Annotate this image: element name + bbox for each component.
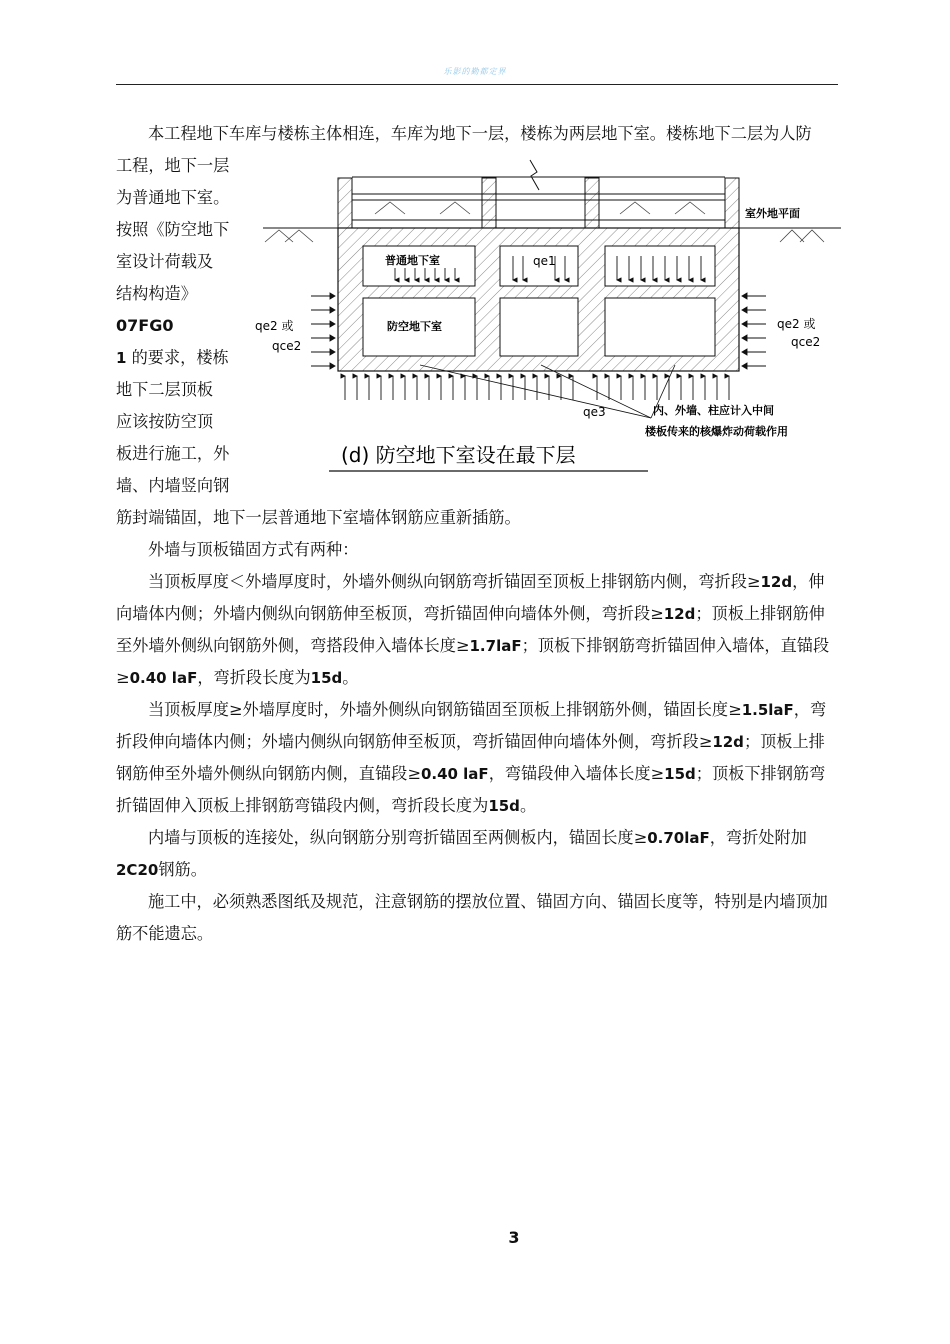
side-line: 室设计荷载及 — [116, 252, 214, 271]
room-civil-defense-label: 防空地下室 — [387, 320, 442, 333]
page-number: 3 — [508, 1228, 520, 1247]
basement-section-figure — [255, 150, 845, 480]
note-leaders — [420, 365, 675, 418]
paragraph-anchorage-types: 外墙与顶板锚固方式有两种： — [148, 540, 359, 559]
paragraph-construction-note: 施工中，必须熟悉图纸及规范，注意钢筋的摆放位置、锚固方向、锚固长度等，特别是内墙顶加筋不能遗忘。 — [116, 892, 828, 943]
standard-code-suffix: 1 — [116, 349, 127, 367]
load-qce2-right-label: qce2 — [791, 335, 821, 349]
upper-structure — [338, 160, 739, 228]
paragraph-case-thicker-slab: 当顶板厚度≥外墙厚度时，外墙外侧纵向钢筋锚固至顶板上排钢筋外侧，锚固长度≥1.5laF，弯折段伸向墙体内侧；外墙内侧纵向钢筋伸至板顶，弯折锚固伸向墙体外侧，弯折段≥12d；顶板上排钢筋伸至外墙外侧纵向钢筋内侧，直锚段≥0.40 laF，弯锚段伸入墙体长度≥15d；顶板下排钢筋弯折锚固伸入顶板上排钢筋弯锚段内侧，弯折段长度为15d。 — [116, 700, 827, 815]
page-header: 乐影的勤都定界 — [443, 67, 507, 76]
side-line: 工程，地下一层 — [116, 156, 230, 175]
section-drawing — [255, 150, 845, 480]
side-line: 地下二层顶板 — [116, 380, 214, 399]
basement-structure — [338, 228, 739, 371]
note-line-2: 楼板传来的核爆炸动荷载作用 — [645, 425, 788, 438]
intro-first-line: 本工程地下车库与楼栋主体相连，车库为地下一层，楼栋为两层地下室。楼栋地下二层为人防 — [148, 124, 812, 143]
note-line-1: 内、外墙、柱应计入中间 — [653, 404, 774, 417]
side-line: 按照《防空地下 — [116, 220, 230, 239]
load-qce2-left-label: qce2 — [272, 339, 302, 353]
side-line: 的要求，楼栋 — [131, 348, 229, 367]
load-qe3-label: qe3 — [583, 405, 606, 419]
header-rule — [116, 84, 838, 85]
paragraph-case-thinner-slab: 当顶板厚度＜外墙厚度时，外墙外侧纵向钢筋弯折锚固至顶板上排钢筋内侧，弯折段≥12d，伸向墙体内侧；外墙内侧纵向钢筋伸至板顶，弯折锚固伸向墙体外侧，弯折段≥12d；顶板上排钢筋伸至外墙外侧纵向钢筋外侧，弯搭段伸入墙体长度≥1.7laF；顶板下排钢筋弯折锚固伸入墙体，直锚段≥0.40 laF，弯折段长度为15d。 — [116, 572, 830, 687]
standard-code: 07FG0 — [116, 316, 174, 335]
side-line: 为普通地下室。 — [116, 188, 230, 207]
intro-side-column — [116, 150, 234, 502]
room-normal-label: 普通地下室 — [385, 254, 440, 267]
load-qe2-right-label: qe2 或 — [777, 317, 816, 331]
side-line: 结构构造》 — [116, 284, 197, 303]
load-qe1-label: qe1 — [533, 254, 556, 268]
side-line: 板进行施工，外 — [116, 444, 230, 463]
side-line: 应该按防空顶 — [116, 412, 214, 431]
figure-caption: (d) 防空地下室设在最下层 — [341, 443, 576, 467]
paragraph-inner-wall: 内墙与顶板的连接处，纵向钢筋分别弯折锚固至两侧板内，锚固长度≥0.70laF，弯折处附加2C20钢筋。 — [116, 828, 807, 879]
side-line: 墙、内墙竖向钢 — [116, 476, 230, 495]
intro-last-line: 筋封端锚固，地下一层普通地下室墙体钢筋应重新插筋。 — [116, 508, 521, 527]
load-qe2-left-label: qe2 或 — [255, 319, 294, 333]
ground-label: 室外地平面 — [745, 207, 800, 220]
bottom-load-arrows — [345, 376, 729, 400]
